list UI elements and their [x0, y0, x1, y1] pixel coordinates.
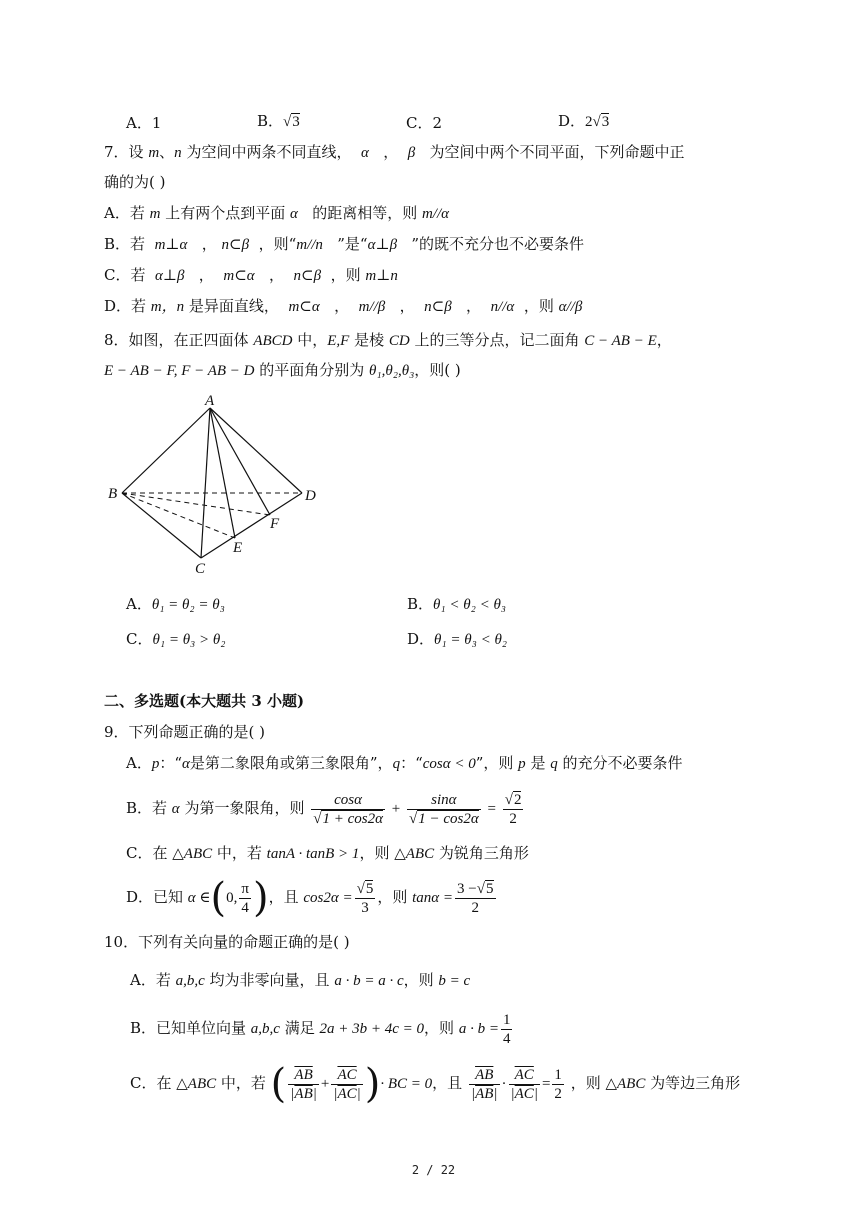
- q7-option-c: C．若 α⊥β ， m⊂α ， n⊂β ，则 m⊥n: [104, 266, 398, 284]
- q7-option-b: B．若 m⊥α ， n⊂β ，则“m//n ”是“α⊥β ”的既不充分也不必要条件: [104, 235, 585, 253]
- q10-stem: 10．下列有关向量的命题正确的是( ): [104, 933, 350, 951]
- q8-option-b: B．θ₁ < θ₂ < θ₃: [407, 595, 507, 613]
- q7-stem-line2: 确的为( ): [104, 173, 166, 191]
- q8-option-d: D．θ₁ = θ₃ < θ₂: [407, 630, 508, 648]
- q6-option-b: B．√3: [257, 112, 300, 130]
- q10-option-b: B．已知单位向量 a,b,c 满足 2a + 3b + 4c = 0，则 a · b = $\frac{1}{4}$: [130, 1011, 511, 1047]
- q9-stem: 9．下列命题正确的是( ): [104, 723, 266, 741]
- fraction-tan: $\frac{3 -√5}{2}$: [457, 880, 494, 916]
- q8-stem: 8．如图，在正四面体 ABCD 中，E,F 是棱 CD 上的三等分点，记二面角 C − AB − E，: [104, 331, 672, 349]
- label-b: B: [108, 486, 118, 502]
- q9-option-c: C．在 △ABC 中，若 tanA · tanB > 1，则 △ABC 为锐角三角形: [126, 844, 529, 862]
- fraction-result: $\frac{√2}{2}$: [504, 791, 522, 827]
- page-number: 2 / 22: [411, 1163, 456, 1177]
- section-heading: 二、多选题(本大题共 3 小题): [104, 692, 305, 710]
- label-d: D: [305, 488, 316, 504]
- q9-option-b: B．若 α 为第一象限角，则 $\frac{\cos\alpha}{√1 + \cos 2\alpha}$ + $\frac{\sin\alpha}{√1 - \cos 2\alpha}$ = $\frac{√2}{2}$: [126, 791, 522, 827]
- fraction-cos: $\frac{\cos\alpha}{√1 + \cos 2\alpha}$: [313, 791, 383, 827]
- q9-option-a: A．p：“α是第二象限角或第三象限角”，q：“cosα < 0”，则 p 是 q 的充分不必要条件: [126, 754, 683, 772]
- fraction-sin: $\frac{\sin\alpha}{√1 - \cos 2\alpha}$: [408, 791, 479, 827]
- edge-af: [210, 408, 270, 515]
- fraction-pi-4: $\frac{\pi}{4}$: [241, 880, 249, 916]
- q7-option-d: D．若 m，n 是异面直线， m⊂α ， m//β ， n⊂β ， n//α ，则 α//β: [104, 297, 583, 315]
- q10-option-c: C．在 △ABC 中，若 ( $\frac{\overline{AB}}{|\overline{AB}|}$ + $\frac{\overline{AC}}{|\overline{AC}|}$ )· BC = 0，且 $\frac{\overline{AB}}{|\overline{AB}|}$ · $\frac{\overline{AC}}{|\overline{AC}|}$ = $\frac{1}{2}$ ，则 △ABC 为等边三角形: [130, 1061, 741, 1107]
- unit-vector-ab: $\frac{\overline{AB}}{|\overline{AB}|}$: [290, 1066, 317, 1102]
- q8-option-c: C．θ₁ = θ₃ > θ₂: [126, 630, 226, 648]
- q8-option-a: A．θ₁ = θ₂ = θ₃: [126, 595, 225, 613]
- q10-option-a: A．若 a,b,c 均为非零向量，且 a · b = a · c，则 b = c: [130, 971, 471, 989]
- label-e: E: [233, 540, 243, 556]
- edge-ab: [122, 408, 210, 493]
- fraction-1-2: $\frac{1}{2}$: [554, 1066, 562, 1102]
- edge-cd: [201, 493, 302, 558]
- tetrahedron-figure: [100, 390, 330, 580]
- fraction-1-4: $\frac{1}{4}$: [502, 1011, 511, 1047]
- label-a: A: [205, 393, 215, 409]
- q6-option-d: D．2√3: [558, 112, 610, 130]
- q9-option-d: D．已知 α ∈(0, $\frac{\pi}{4}$ )，且 cos2α = $\frac{√5}{3}$ ，则 tanα = $\frac{3 -√5}{2}$: [126, 875, 494, 921]
- fraction-root5-3: $\frac{√5}{3}$: [356, 880, 374, 916]
- unit-vector-ac: $\frac{\overline{AC}}{|\overline{AC}|}$: [333, 1066, 361, 1102]
- q6-option-a: A．1: [126, 114, 162, 132]
- unit-vector-ac-2: $\frac{\overline{AC}}{|\overline{AC}|}$: [510, 1066, 538, 1102]
- unit-vector-ab-2: $\frac{\overline{AB}}{|\overline{AB}|}$: [470, 1066, 498, 1102]
- label-c: C: [195, 561, 206, 577]
- q8-stem-line2: E − AB − F, F − AB − D 的平面角分别为 θ₁,θ₂,θ₃，则( ): [104, 361, 461, 379]
- q6-option-c: C．2: [406, 114, 443, 132]
- q7-option-a: A．若 m 上有两个点到平面 α 的距离相等，则 m//α: [104, 204, 450, 222]
- edge-ac: [201, 408, 210, 558]
- q7-stem: 7．设 m、n 为空间中两条不同直线， α ， β 为空间中两个不同平面，下列命题中正: [104, 143, 685, 161]
- label-f: F: [270, 516, 280, 532]
- edge-be-hidden: [122, 493, 235, 538]
